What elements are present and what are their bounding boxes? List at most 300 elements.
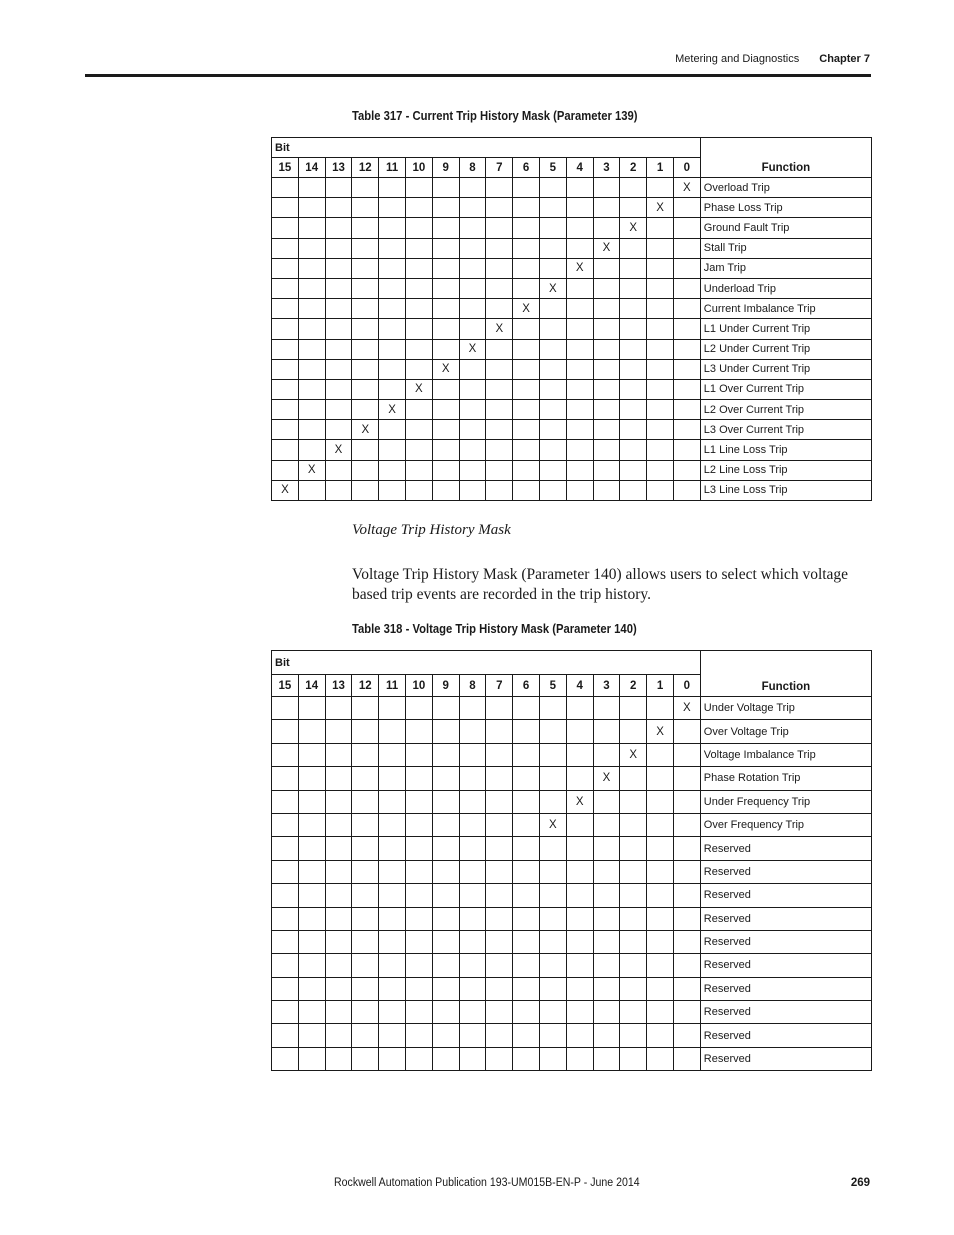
bit-cell [539,860,566,883]
bit-cell [379,930,406,953]
bit-cell [620,400,647,420]
bit-cell [432,837,459,860]
bit-cell [352,359,379,379]
bit-cell [566,420,593,440]
bit-cell [432,278,459,298]
bit-cell [620,1024,647,1047]
bit-cell [647,440,674,460]
bit-cell [566,813,593,836]
bit-cell [539,299,566,319]
bit-cell [405,319,432,339]
function-cell: Reserved [700,930,871,953]
bit-cell [272,977,299,1000]
bit-set-mark: X [513,299,540,319]
bit-cell [566,319,593,339]
bit-cell [539,697,566,720]
bit-cell [539,379,566,399]
bit-cell [593,907,620,930]
bit-cell [673,218,700,238]
bit-cell [272,837,299,860]
bit-cell [486,178,513,198]
bit-cell [673,1047,700,1070]
bit-cell [432,440,459,460]
bit-cell [432,400,459,420]
bit-cell [486,907,513,930]
bit-header-span [298,138,700,158]
bit-cell [620,813,647,836]
bit-cell [379,278,406,298]
bit-cell [405,954,432,977]
bit-cell [432,1047,459,1070]
bit-cell [673,884,700,907]
function-header: Function [700,651,871,697]
bit-cell [539,440,566,460]
bit-cell [513,743,540,766]
bit-cell [539,767,566,790]
bit-cell [352,178,379,198]
table-row [272,1001,872,1024]
bit-cell [459,767,486,790]
bit-cell [513,720,540,743]
bit-cell [593,400,620,420]
bit-cell [620,319,647,339]
bit-number-header: 8 [459,158,486,178]
bit-cell [620,178,647,198]
bit-cell [298,767,325,790]
bit-cell [459,198,486,218]
bit-cell [405,178,432,198]
bit-cell [379,420,406,440]
bit-cell [593,319,620,339]
bit-cell [379,178,406,198]
bit-number-header: 13 [325,158,352,178]
bit-cell [566,480,593,500]
bit-cell [593,697,620,720]
function-cell: L2 Over Current Trip [700,400,871,420]
bit-cell [379,977,406,1000]
bit-cell [647,178,674,198]
bit-cell [566,460,593,480]
bit-number-header: 5 [539,158,566,178]
header-section: Metering and Diagnostics [675,53,800,65]
bit-cell [593,480,620,500]
bit-cell [459,837,486,860]
table-row [272,720,872,743]
bit-cell [513,198,540,218]
bit-header: Bit [272,651,299,675]
bit-cell [298,930,325,953]
bit-cell [459,460,486,480]
bit-cell [513,977,540,1000]
table-row [272,743,872,766]
bit-cell [593,743,620,766]
bit-cell [379,258,406,278]
table-317-caption: Table 317 - Current Trip History Mask (Parameter 139) [352,109,638,123]
table-row [272,218,872,238]
bit-cell [432,884,459,907]
bit-cell [566,1001,593,1024]
bit-cell [298,1047,325,1070]
bit-cell [566,907,593,930]
bit-set-mark: X [432,359,459,379]
bit-number-header: 8 [459,675,486,697]
bit-number-header: 14 [298,158,325,178]
bit-cell [513,339,540,359]
bit-cell [673,278,700,298]
bit-cell [352,907,379,930]
bit-cell [566,697,593,720]
bit-cell [298,1024,325,1047]
bit-cell [513,379,540,399]
bit-cell [432,299,459,319]
bit-cell [566,884,593,907]
bit-set-mark: X [272,480,299,500]
bit-cell [272,1047,299,1070]
bit-cell [352,299,379,319]
bit-cell [566,743,593,766]
bit-cell [325,178,352,198]
bit-cell [459,278,486,298]
table-row [272,400,872,420]
bit-cell [298,420,325,440]
bit-cell [298,319,325,339]
bit-cell [513,1024,540,1047]
bit-cell [566,860,593,883]
bit-cell [325,837,352,860]
bit-cell [673,420,700,440]
bit-header-span [298,651,700,675]
bit-cell [593,860,620,883]
bit-cell [272,420,299,440]
bit-cell [379,767,406,790]
bit-cell [459,420,486,440]
bit-cell [405,743,432,766]
bit-cell [272,790,299,813]
bit-cell [673,977,700,1000]
bit-cell [325,359,352,379]
bit-cell [379,743,406,766]
bit-cell [486,299,513,319]
bit-cell [647,480,674,500]
bit-cell [298,278,325,298]
bit-cell [272,258,299,278]
bit-set-mark: X [539,813,566,836]
bit-cell [647,420,674,440]
bit-cell [539,837,566,860]
bit-cell [620,198,647,218]
bit-cell [405,1024,432,1047]
bit-cell [432,767,459,790]
bit-cell [513,837,540,860]
bit-cell [325,790,352,813]
bit-cell [432,860,459,883]
bit-cell [539,977,566,1000]
bit-cell [325,299,352,319]
bit-cell [432,930,459,953]
bit-cell [620,790,647,813]
function-cell: Underload Trip [700,278,871,298]
bit-cell [513,860,540,883]
bit-cell [298,743,325,766]
bit-cell [432,697,459,720]
bit-cell [325,813,352,836]
bit-cell [325,884,352,907]
bit-cell [539,258,566,278]
bit-cell [459,1001,486,1024]
table-row [272,258,872,278]
bit-cell [566,278,593,298]
bit-cell [673,319,700,339]
bit-cell [486,420,513,440]
bit-cell [272,178,299,198]
bit-cell [673,400,700,420]
bit-cell [379,198,406,218]
bit-cell [673,359,700,379]
bit-cell [352,1001,379,1024]
bit-number-header: 11 [379,158,406,178]
bit-set-mark: X [352,420,379,440]
bit-cell [513,460,540,480]
bit-cell [325,218,352,238]
bit-cell [513,813,540,836]
bit-cell [620,837,647,860]
bit-cell [459,379,486,399]
bit-cell [459,907,486,930]
bit-cell [539,359,566,379]
bit-cell [486,1047,513,1070]
bit-cell [620,440,647,460]
bit-cell [459,258,486,278]
function-cell: Reserved [700,977,871,1000]
bit-cell [647,697,674,720]
bit-cell [459,954,486,977]
bit-cell [620,299,647,319]
bit-cell [325,198,352,218]
bit-number-header: 11 [379,675,406,697]
bit-cell [272,440,299,460]
bit-cell [432,198,459,218]
bit-cell [352,767,379,790]
table-row [272,1047,872,1070]
table-row [272,319,872,339]
bit-number-header: 12 [352,675,379,697]
table-row [272,238,872,258]
bit-cell [352,238,379,258]
bit-cell [620,278,647,298]
bit-cell [405,837,432,860]
bit-cell [513,420,540,440]
table-row [272,767,872,790]
bit-cell [673,198,700,218]
bit-cell [673,954,700,977]
function-cell: Stall Trip [700,238,871,258]
bit-number-header: 4 [566,158,593,178]
bit-cell [647,767,674,790]
bit-cell [486,790,513,813]
function-header: Function [700,138,871,178]
bit-number-header: 3 [593,675,620,697]
bit-cell [593,440,620,460]
bit-cell [405,400,432,420]
bit-cell [379,440,406,460]
bit-cell [539,319,566,339]
bit-cell [593,178,620,198]
bit-cell [325,954,352,977]
bit-cell [325,460,352,480]
bit-cell [325,420,352,440]
bit-cell [620,697,647,720]
function-cell: Voltage Imbalance Trip [700,743,871,766]
bit-cell [325,860,352,883]
bit-cell [566,930,593,953]
bit-cell [298,1001,325,1024]
bit-cell [352,860,379,883]
bit-cell [272,743,299,766]
bit-cell [272,198,299,218]
bit-cell [620,258,647,278]
bit-cell [379,860,406,883]
bit-cell [673,1024,700,1047]
bit-cell [405,977,432,1000]
function-cell: L3 Under Current Trip [700,359,871,379]
bit-cell [379,218,406,238]
table-row [272,884,872,907]
bit-cell [325,379,352,399]
bit-cell [459,440,486,460]
table-row [272,790,872,813]
bit-cell [405,1001,432,1024]
bit-set-mark: X [486,319,513,339]
bit-cell [593,884,620,907]
function-cell: Phase Rotation Trip [700,767,871,790]
section-title: Voltage Trip History Mask [352,522,511,538]
bit-set-mark: X [566,790,593,813]
bit-set-mark: X [647,720,674,743]
bit-cell [352,977,379,1000]
bit-number-header: 13 [325,675,352,697]
bit-cell [620,977,647,1000]
bit-cell [272,299,299,319]
bit-cell [486,339,513,359]
bit-cell [647,1047,674,1070]
bit-cell [620,420,647,440]
bit-cell [566,359,593,379]
bit-cell [298,299,325,319]
bit-cell [272,278,299,298]
bit-cell [647,837,674,860]
bit-cell [593,420,620,440]
bit-cell [486,697,513,720]
bit-cell [432,743,459,766]
bit-cell [620,379,647,399]
bit-cell [272,1024,299,1047]
bit-cell [459,930,486,953]
bit-cell [620,860,647,883]
bit-cell [539,218,566,238]
bit-cell [459,720,486,743]
bit-cell [352,218,379,238]
function-cell: Overload Trip [700,178,871,198]
function-cell: L1 Over Current Trip [700,379,871,399]
bit-cell [298,218,325,238]
bit-cell [405,860,432,883]
bit-cell [459,743,486,766]
bit-cell [486,440,513,460]
table-row [272,1024,872,1047]
bit-cell [352,954,379,977]
table-row [272,813,872,836]
bit-cell [539,178,566,198]
bit-number-header: 0 [673,675,700,697]
bit-cell [272,884,299,907]
bit-cell [486,1001,513,1024]
bit-cell [325,238,352,258]
bit-cell [593,954,620,977]
bit-number-header: 9 [432,675,459,697]
bit-cell [352,339,379,359]
bit-cell [459,359,486,379]
bit-cell [620,907,647,930]
bit-cell [379,1047,406,1070]
bit-cell [647,1024,674,1047]
bit-cell [459,1024,486,1047]
bit-cell [620,359,647,379]
bit-cell [352,790,379,813]
bit-cell [379,359,406,379]
bit-cell [459,299,486,319]
bit-cell [352,379,379,399]
bit-cell [379,1024,406,1047]
bit-cell [298,400,325,420]
bit-cell [352,400,379,420]
bit-cell [647,379,674,399]
bit-cell [298,440,325,460]
bit-cell [647,813,674,836]
bit-set-mark: X [539,278,566,298]
bit-cell [513,907,540,930]
bit-cell [405,767,432,790]
table-row [272,339,872,359]
bit-cell [566,238,593,258]
bit-cell [673,1001,700,1024]
bit-cell [432,813,459,836]
bit-cell [272,238,299,258]
table-318-caption: Table 318 - Voltage Trip History Mask (Parameter 140) [352,622,637,636]
bit-cell [432,720,459,743]
bit-cell [459,178,486,198]
table-row [272,278,872,298]
function-cell: Under Voltage Trip [700,697,871,720]
function-cell: Current Imbalance Trip [700,299,871,319]
table-row [272,930,872,953]
bit-cell [486,460,513,480]
bit-cell [566,767,593,790]
bit-number-header: 10 [405,675,432,697]
bit-cell [298,697,325,720]
bit-cell [405,238,432,258]
table-row [272,954,872,977]
bit-number-header: 6 [513,675,540,697]
bit-cell [539,1047,566,1070]
bit-cell [593,460,620,480]
bit-set-mark: X [405,379,432,399]
function-cell: L3 Line Loss Trip [700,480,871,500]
bit-header: Bit [272,138,299,158]
bit-cell [298,977,325,1000]
bit-cell [513,790,540,813]
page-number: 269 [850,1177,870,1189]
bit-cell [513,440,540,460]
